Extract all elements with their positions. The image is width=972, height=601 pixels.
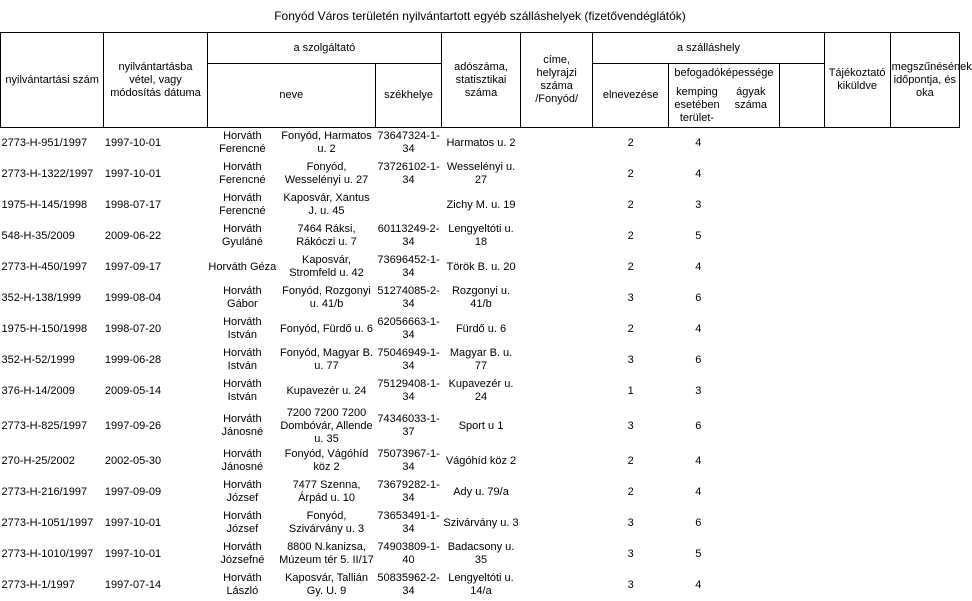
col-header-capacity	[669, 64, 780, 128]
row-provider-seat: Kaposvár, Xantus J. u. 45	[283, 192, 370, 217]
row-empty-cell	[824, 345, 890, 376]
row-empty-cell	[779, 252, 824, 283]
row-label	[520, 314, 592, 345]
row-reg-date: 1997-10-01	[104, 547, 162, 560]
row-label	[520, 376, 592, 407]
row-empty-cell	[728, 508, 779, 539]
row-empty-cell	[728, 252, 779, 283]
row-empty-cell	[779, 376, 824, 407]
row-reg-date: 1999-08-04	[104, 291, 162, 304]
row-empty-cell	[890, 283, 959, 314]
row-empty-cell	[890, 190, 959, 221]
row-capacity: 3	[627, 419, 634, 432]
row-empty-cell	[824, 407, 890, 446]
row-address: Vágóhíd köz 2	[445, 454, 517, 467]
row-reg-date: 1998-07-20	[104, 322, 162, 335]
row-beds: 4	[695, 454, 702, 467]
row-provider-seat: Kaposvár, Tallián Gy. U. 9	[285, 572, 368, 597]
row-provider-name: Horváth Ferencné	[219, 192, 266, 217]
row-empty-cell	[890, 128, 959, 159]
row-address: Harmatos u. 2	[446, 136, 516, 149]
row-empty-cell	[779, 446, 824, 477]
row-reg-no: 2773-H-1051/1997	[1, 516, 94, 529]
row-empty-cell	[728, 570, 779, 601]
row-empty-cell	[728, 190, 779, 221]
row-empty-cell	[890, 446, 959, 477]
row-provider-seat: Fonyód, Magyar B. u. 77	[280, 347, 373, 372]
row-capacity: 2	[627, 229, 634, 242]
row-capacity: 2	[627, 485, 634, 498]
table-row	[1, 345, 960, 376]
row-tax-number: 73653491-1-34	[377, 510, 440, 535]
row-provider-name: Horváth Gábor	[223, 285, 262, 310]
row-tax-number: 74346033-1-37	[377, 413, 440, 438]
row-empty-cell	[824, 159, 890, 190]
row-empty-cell	[728, 376, 779, 407]
row-address: Kupavezér u. 24	[448, 378, 514, 403]
row-provider-name: Horváth Géza	[208, 260, 277, 273]
row-provider-seat: Kupavezér u. 24	[286, 384, 367, 397]
row-capacity: 3	[627, 516, 634, 529]
row-reg-no: 2773-H-1010/1997	[1, 547, 94, 560]
capacity-sub-label: kemping esetében terület-	[674, 85, 720, 124]
row-reg-date: 2009-06-22	[104, 229, 162, 242]
col-header-label: elnevezése	[593, 64, 669, 128]
row-empty-cell	[728, 128, 779, 159]
row-empty-cell	[728, 446, 779, 477]
row-provider-name: Horváth Jánosné	[221, 448, 264, 473]
table-body	[1, 128, 960, 601]
table-row	[1, 539, 960, 570]
row-provider-name: Horváth Gyuláné	[221, 223, 263, 248]
row-reg-date: 1997-09-26	[104, 419, 162, 432]
row-provider-name: Horváth István	[223, 378, 262, 403]
table-row	[1, 570, 960, 601]
table-row	[1, 376, 960, 407]
row-tax-number: 62056663-1-34	[377, 316, 440, 341]
row-address: Török B. u. 20	[446, 260, 516, 273]
row-address: Magyar B. u. 77	[449, 347, 513, 372]
row-beds: 6	[695, 353, 702, 366]
row-reg-date: 1997-10-01	[104, 516, 162, 529]
col-header-extra	[779, 64, 824, 128]
row-provider-seat: Fonyód, Harmatos u. 2	[281, 130, 372, 156]
row-empty-cell	[779, 283, 824, 314]
group-header-provider: a szolgáltató	[207, 33, 441, 64]
row-address: Lengyeltóti u. 14/a	[448, 572, 514, 597]
row-beds: 4	[695, 167, 702, 180]
row-provider-seat: Fonyód, Szivárvány u. 3	[288, 510, 365, 535]
row-label	[520, 190, 592, 221]
row-beds: 3	[695, 198, 702, 211]
row-address: Lengyeltóti u. 18	[448, 223, 514, 248]
row-provider-name: Horváth István	[223, 347, 262, 372]
row-reg-no: 2773-H-825/1997	[1, 419, 88, 432]
row-empty-cell	[779, 539, 824, 570]
row-tax-number	[376, 190, 442, 221]
row-provider-name: Horváth László	[223, 572, 262, 597]
row-address: Szivárvány u. 3	[443, 516, 519, 529]
row-tax-number: 74903809-1-40	[377, 541, 440, 566]
col-header-reg-date: nyilvántartásba vétel, vagy módosítás dátuma	[104, 33, 207, 128]
row-reg-date: 1997-09-17	[104, 260, 162, 273]
col-header-seat: székhelye	[376, 64, 442, 128]
row-capacity: 2	[627, 454, 634, 467]
row-provider-name: Horváth István	[223, 316, 262, 341]
row-capacity: 1	[627, 384, 634, 397]
row-empty-cell	[779, 407, 824, 446]
row-capacity: 2	[627, 136, 634, 149]
table-row	[1, 190, 960, 221]
row-capacity: 3	[627, 547, 634, 560]
row-provider-seat: 7200 7200 7200 Dombóvár, Allende u. 35	[280, 406, 373, 445]
row-tax-number: 51274085-2-34	[377, 285, 440, 310]
row-provider-seat: 7477 Szenna, Árpád u. 10	[292, 479, 361, 504]
row-reg-date: 1997-10-01	[104, 167, 162, 180]
row-reg-date: 1999-06-28	[104, 353, 162, 366]
row-beds: 4	[695, 260, 702, 273]
row-provider-name: Horváth Ferencné	[219, 130, 266, 156]
table-row	[1, 314, 960, 345]
row-beds: 6	[695, 419, 702, 432]
row-provider-name: Horváth József	[223, 479, 262, 504]
row-address: Rozgonyi u. 41/b	[451, 285, 511, 310]
row-capacity: 2	[627, 260, 634, 273]
row-reg-no: 548-H-35/2009	[1, 229, 75, 242]
row-beds: 6	[695, 516, 702, 529]
row-empty-cell	[890, 376, 959, 407]
col-header-inform: Tájékoztató kiküldve	[824, 33, 890, 128]
row-provider-seat: Fonyód, Fürdő u. 6	[280, 322, 373, 335]
row-capacity: 2	[627, 322, 634, 335]
row-empty-cell	[824, 446, 890, 477]
row-reg-no: 2773-H-1/1997	[1, 578, 75, 591]
row-empty-cell	[728, 283, 779, 314]
row-empty-cell	[824, 190, 890, 221]
row-empty-cell	[779, 190, 824, 221]
row-empty-cell	[779, 314, 824, 345]
row-tax-number: 75129408-1-34	[377, 378, 440, 403]
row-beds: 4	[695, 485, 702, 498]
row-label	[520, 570, 592, 601]
row-empty-cell	[890, 539, 959, 570]
row-provider-seat: Fonyód, Rozgonyi u. 41/b	[282, 285, 371, 310]
row-empty-cell	[779, 159, 824, 190]
row-tax-number: 75073967-1-34	[377, 448, 440, 473]
row-address: Sport u 1	[458, 419, 504, 432]
row-provider-name: Horváth Ferencné	[219, 161, 266, 186]
col-header-name: neve	[207, 64, 375, 128]
row-label	[520, 128, 592, 159]
row-tax-number: 60113249-2-34	[377, 223, 440, 248]
row-label	[520, 252, 592, 283]
row-reg-date: 2009-05-14	[104, 384, 162, 397]
row-reg-no: 352-H-138/1999	[1, 291, 82, 304]
row-address: Ady u. 79/a	[453, 485, 509, 498]
table-row	[1, 477, 960, 508]
row-reg-no: 2773-H-450/1997	[1, 260, 88, 273]
row-reg-no: 1975-H-150/1998	[1, 322, 88, 335]
table-row	[1, 221, 960, 252]
accommodation-table	[0, 32, 972, 601]
row-beds: 5	[695, 547, 702, 560]
row-empty-cell	[890, 252, 959, 283]
row-label	[520, 283, 592, 314]
capacity-label: befogadóképessége	[674, 66, 774, 79]
row-empty-cell	[824, 221, 890, 252]
col-header-reg-no: nyilvántartási szám	[1, 33, 104, 128]
row-empty-cell	[824, 283, 890, 314]
row-empty-cell	[779, 508, 824, 539]
row-reg-no: 376-H-14/2009	[1, 384, 75, 397]
header-group-row	[1, 33, 960, 64]
row-empty-cell	[779, 128, 824, 159]
row-reg-date: 1997-07-14	[104, 578, 162, 591]
row-empty-cell	[890, 345, 959, 376]
row-empty-cell	[728, 159, 779, 190]
row-empty-cell	[779, 221, 824, 252]
row-reg-date: 2002-05-30	[104, 454, 162, 467]
row-empty-cell	[728, 407, 779, 446]
row-beds: 4	[695, 322, 702, 335]
table-row	[1, 283, 960, 314]
row-capacity: 2	[627, 167, 634, 180]
row-tax-number: 75046949-1-34	[377, 347, 440, 372]
page-title: Fonyód Város területén nyilvántartott egyéb szálláshelyek (fizetővendéglátók)	[274, 9, 686, 23]
row-empty-cell	[824, 252, 890, 283]
row-empty-cell	[824, 539, 890, 570]
group-header-accommodation: a szálláshely	[593, 33, 824, 64]
row-empty-cell	[890, 407, 959, 446]
col-header-end: megszűnésének időpontja, és oka	[890, 33, 959, 128]
row-empty-cell	[890, 314, 959, 345]
table-row	[1, 252, 960, 283]
col-header-tax: adószáma, statisztikai száma	[442, 33, 521, 128]
row-empty-cell	[824, 128, 890, 159]
row-provider-seat: Fonyód, Vágóhíd köz 2	[284, 448, 369, 473]
row-reg-no: 270-H-25/2002	[1, 454, 75, 467]
row-address: Badacsony u. 35	[447, 541, 515, 566]
table-row	[1, 159, 960, 190]
row-empty-cell	[824, 508, 890, 539]
row-address: Fürdő u. 6	[455, 322, 507, 335]
row-beds: 4	[695, 578, 702, 591]
row-empty-cell	[728, 314, 779, 345]
row-empty-cell	[890, 221, 959, 252]
row-empty-cell	[728, 477, 779, 508]
row-empty-cell	[728, 539, 779, 570]
row-capacity: 3	[627, 291, 634, 304]
row-empty-cell	[779, 345, 824, 376]
row-beds: 4	[695, 136, 702, 149]
table-row	[1, 508, 960, 539]
row-label	[520, 407, 592, 446]
row-reg-date: 1997-09-09	[104, 485, 162, 498]
row-label	[520, 477, 592, 508]
row-provider-name: Horváth Jánosné	[221, 413, 264, 438]
row-address: Zichy M. u. 19	[446, 198, 516, 211]
row-empty-cell	[824, 570, 890, 601]
row-empty-cell	[890, 570, 959, 601]
row-tax-number: 73696452-1-34	[377, 254, 440, 279]
row-provider-seat: Kaposvár, Stromfeld u. 42	[289, 254, 364, 279]
row-reg-no: 2773-H-216/1997	[1, 485, 88, 498]
row-empty-cell	[779, 570, 824, 601]
row-label	[520, 221, 592, 252]
row-capacity: 3	[627, 578, 634, 591]
row-provider-name: Horváth Józsefné	[220, 541, 265, 566]
row-reg-date: 1998-07-17	[104, 198, 162, 211]
row-label	[520, 159, 592, 190]
table-row	[1, 128, 960, 159]
row-label	[520, 446, 592, 477]
row-provider-seat: Fonyód, Wesselényi u. 27	[284, 161, 369, 186]
row-label	[520, 539, 592, 570]
row-empty-cell	[728, 221, 779, 252]
row-empty-cell	[728, 345, 779, 376]
row-capacity: 2	[627, 198, 634, 211]
row-reg-no: 2773-H-1322/1997	[1, 167, 94, 180]
row-provider-seat: 8800 N.kanizsa, Múzeum tér 5. II/17	[279, 541, 374, 566]
row-empty-cell	[890, 159, 959, 190]
row-reg-no: 1975-H-145/1998	[1, 198, 88, 211]
row-provider-seat: 7464 Ráksi, Rákóczi u. 7	[296, 223, 357, 248]
row-beds: 6	[695, 291, 702, 304]
row-label	[520, 345, 592, 376]
row-provider-name: Horváth József	[223, 510, 262, 535]
table-row	[1, 407, 960, 446]
row-reg-no: 352-H-52/1999	[1, 353, 75, 366]
row-tax-number: 73647324-1-34	[377, 130, 440, 156]
row-empty-cell	[824, 376, 890, 407]
row-empty-cell	[779, 477, 824, 508]
row-tax-number: 73726102-1-34	[377, 161, 440, 186]
row-reg-date: 1997-10-01	[104, 136, 162, 149]
row-label	[520, 508, 592, 539]
row-capacity: 3	[627, 353, 634, 366]
row-reg-no: 2773-H-951/1997	[1, 136, 88, 149]
row-beds: 3	[695, 384, 702, 397]
col-header-address: címe, helyrajzi száma /Fonyód/	[520, 33, 592, 128]
row-address: Wesselényi u. 27	[446, 161, 516, 186]
row-tax-number: 73679282-1-34	[377, 479, 440, 504]
row-tax-number: 50835962-2-34	[377, 572, 440, 597]
row-empty-cell	[824, 314, 890, 345]
beds-label: ágyak száma	[734, 85, 768, 111]
table-row	[1, 446, 960, 477]
row-beds: 5	[695, 229, 702, 242]
row-empty-cell	[890, 508, 959, 539]
row-empty-cell	[824, 477, 890, 508]
row-empty-cell	[890, 477, 959, 508]
